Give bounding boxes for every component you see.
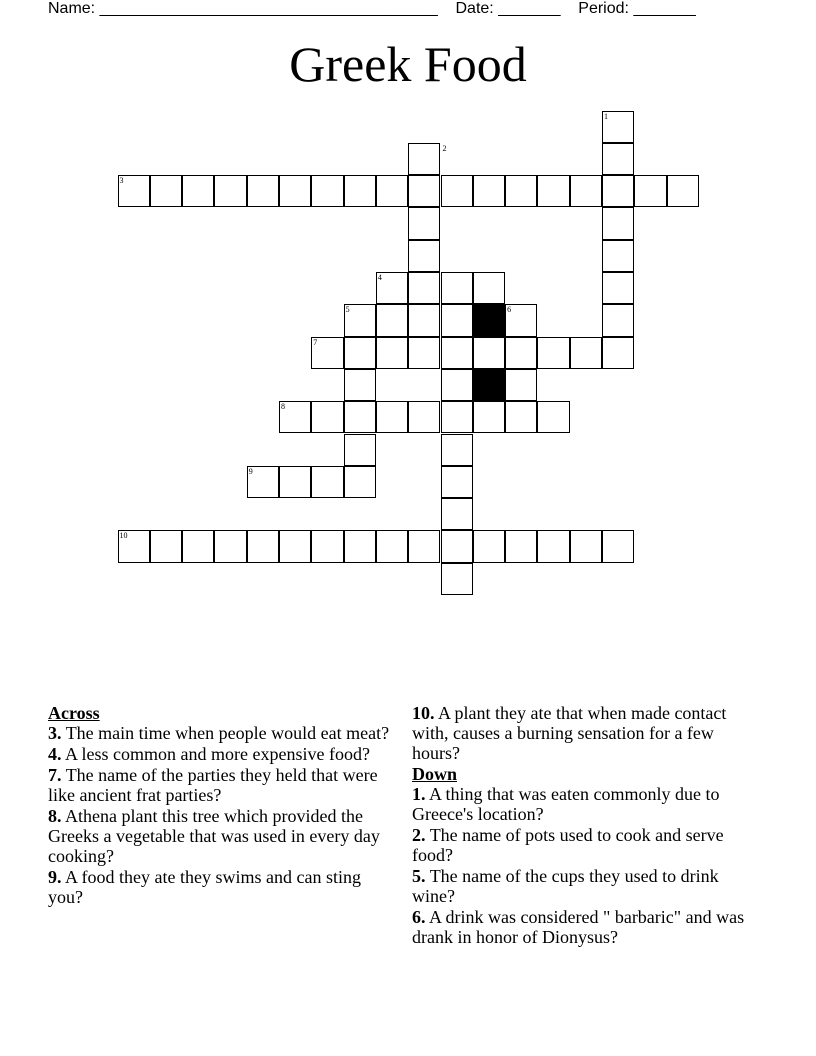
grid-cell[interactable] xyxy=(247,175,279,207)
clue-number-1: 1 xyxy=(604,111,608,121)
grid-cell[interactable] xyxy=(150,530,182,562)
across-heading: Across xyxy=(48,703,100,723)
grid-cell[interactable] xyxy=(408,207,440,239)
grid-cell[interactable] xyxy=(634,175,666,207)
across-clue: 10. A plant they ate that when made contact with, causes a burning sensation for a few hours? xyxy=(412,703,727,763)
grid-cell[interactable] xyxy=(344,175,376,207)
grid-cell[interactable] xyxy=(441,563,473,595)
name-label: Name: xyxy=(48,0,96,17)
grid-cell[interactable] xyxy=(182,175,214,207)
down-clue: 2. The name of pots used to cook and serve food? xyxy=(412,825,724,865)
grid-cell[interactable] xyxy=(408,240,440,272)
grid-cell[interactable] xyxy=(441,175,473,207)
page-title: Greek Food xyxy=(289,36,527,92)
grid-cell[interactable] xyxy=(408,143,440,175)
period-line[interactable]: _______ xyxy=(633,0,696,17)
grid-cell[interactable] xyxy=(408,272,440,304)
clue-number-4: 4 xyxy=(377,273,382,282)
grid-cell[interactable] xyxy=(441,369,473,401)
date-line[interactable]: _______ xyxy=(498,0,561,17)
grid-cell[interactable] xyxy=(441,530,473,562)
grid-cell[interactable] xyxy=(570,175,602,207)
grid-cell[interactable] xyxy=(344,530,376,562)
clue-number-9: 9 xyxy=(248,466,253,476)
clue-number-6: 6 xyxy=(507,305,512,315)
grid-cell[interactable] xyxy=(570,337,602,369)
grid-cell[interactable] xyxy=(376,401,408,433)
grid-cell[interactable] xyxy=(473,337,505,369)
grid-cell[interactable] xyxy=(214,530,246,562)
grid-cell[interactable] xyxy=(505,530,537,562)
black-square xyxy=(473,304,505,336)
across-clue: 9. A food they ate they swims and can sting you? xyxy=(48,867,361,907)
across-clue: 4. A less common and more expensive food? xyxy=(48,744,370,764)
grid-cell[interactable] xyxy=(408,530,440,562)
grid-cell[interactable] xyxy=(441,272,473,304)
clue-number-5: 5 xyxy=(345,305,350,315)
grid-cell[interactable] xyxy=(602,207,634,239)
grid-cell[interactable] xyxy=(279,175,311,207)
grid-cell[interactable] xyxy=(344,401,376,433)
grid-cell[interactable] xyxy=(311,530,343,562)
grid-cell[interactable] xyxy=(376,175,408,207)
grid-cell[interactable] xyxy=(473,272,505,304)
grid-cell[interactable] xyxy=(570,530,602,562)
grid-cell[interactable] xyxy=(602,530,634,562)
grid-cell[interactable] xyxy=(537,175,569,207)
grid-cell[interactable] xyxy=(441,498,473,530)
grid-cell[interactable] xyxy=(473,175,505,207)
grid-cell[interactable] xyxy=(667,175,699,207)
down-clue: 6. A drink was considered " barbaric" and was drank in honor of Dionysus? xyxy=(412,907,745,947)
clue-number-10: 10 xyxy=(119,531,128,541)
grid-cell[interactable] xyxy=(150,175,182,207)
grid-cell[interactable] xyxy=(182,530,214,562)
across-clue: 3. The main time when people would eat meat? xyxy=(48,723,390,743)
clues-column-left xyxy=(48,703,393,908)
grid-cell[interactable] xyxy=(279,466,311,498)
period-label: Period: xyxy=(578,0,629,17)
grid-cell[interactable] xyxy=(602,272,634,304)
grid-cell[interactable] xyxy=(441,434,473,466)
clue-number-8: 8 xyxy=(281,402,285,412)
grid-cell[interactable] xyxy=(602,337,634,369)
down-clue: 5. The name of the cups they used to drink wine? xyxy=(412,866,719,906)
grid-cell[interactable] xyxy=(602,175,634,207)
down-clue: 1. A thing that was eaten commonly due to Greece's location? xyxy=(412,784,720,824)
grid-cell[interactable] xyxy=(344,369,376,401)
grid-cell[interactable] xyxy=(537,530,569,562)
grid-cell[interactable] xyxy=(408,304,440,336)
grid-cell[interactable] xyxy=(344,466,376,498)
clues-column-right xyxy=(412,703,757,948)
grid-cell[interactable] xyxy=(247,530,279,562)
clue-number-7: 7 xyxy=(313,337,318,347)
grid-cell[interactable] xyxy=(441,466,473,498)
grid-cell[interactable] xyxy=(505,337,537,369)
grid-cell[interactable] xyxy=(376,337,408,369)
grid-cell[interactable] xyxy=(408,401,440,433)
grid-cell[interactable] xyxy=(505,369,537,401)
grid-cell[interactable] xyxy=(376,530,408,562)
grid-cell[interactable] xyxy=(344,337,376,369)
grid-cell[interactable] xyxy=(279,530,311,562)
grid-cell[interactable] xyxy=(344,434,376,466)
clue-number-2: 2 xyxy=(442,143,447,153)
grid-cell[interactable] xyxy=(537,401,569,433)
grid-cell[interactable] xyxy=(214,175,246,207)
grid-cell[interactable] xyxy=(441,401,473,433)
across-clue: 8. Athena plant this tree which provided the Greeks a vegetable that was used in every day cooking? xyxy=(48,806,380,866)
across-clue: 7. The name of the parties they held that were like ancient frat parties? xyxy=(48,765,378,805)
grid-cell[interactable] xyxy=(473,401,505,433)
grid-cell[interactable] xyxy=(441,304,473,336)
grid-cell[interactable] xyxy=(602,143,634,175)
grid-cell[interactable] xyxy=(441,337,473,369)
grid-cell[interactable] xyxy=(408,175,440,207)
grid-cell[interactable] xyxy=(408,337,440,369)
grid-cell[interactable] xyxy=(311,466,343,498)
black-square xyxy=(473,369,505,401)
grid-cell[interactable] xyxy=(537,337,569,369)
down-heading: Down xyxy=(412,764,458,784)
grid-cell[interactable] xyxy=(473,530,505,562)
grid-cell[interactable] xyxy=(311,175,343,207)
grid-cell[interactable] xyxy=(602,304,634,336)
grid-cell[interactable] xyxy=(311,401,343,433)
date-label: Date: xyxy=(455,0,494,17)
grid-cell[interactable] xyxy=(376,304,408,336)
clue-number-3: 3 xyxy=(119,176,124,186)
grid-cell[interactable] xyxy=(602,240,634,272)
name-line[interactable]: ______________________________________ xyxy=(99,0,438,17)
grid-cell[interactable] xyxy=(505,175,537,207)
grid-cell[interactable] xyxy=(505,401,537,433)
